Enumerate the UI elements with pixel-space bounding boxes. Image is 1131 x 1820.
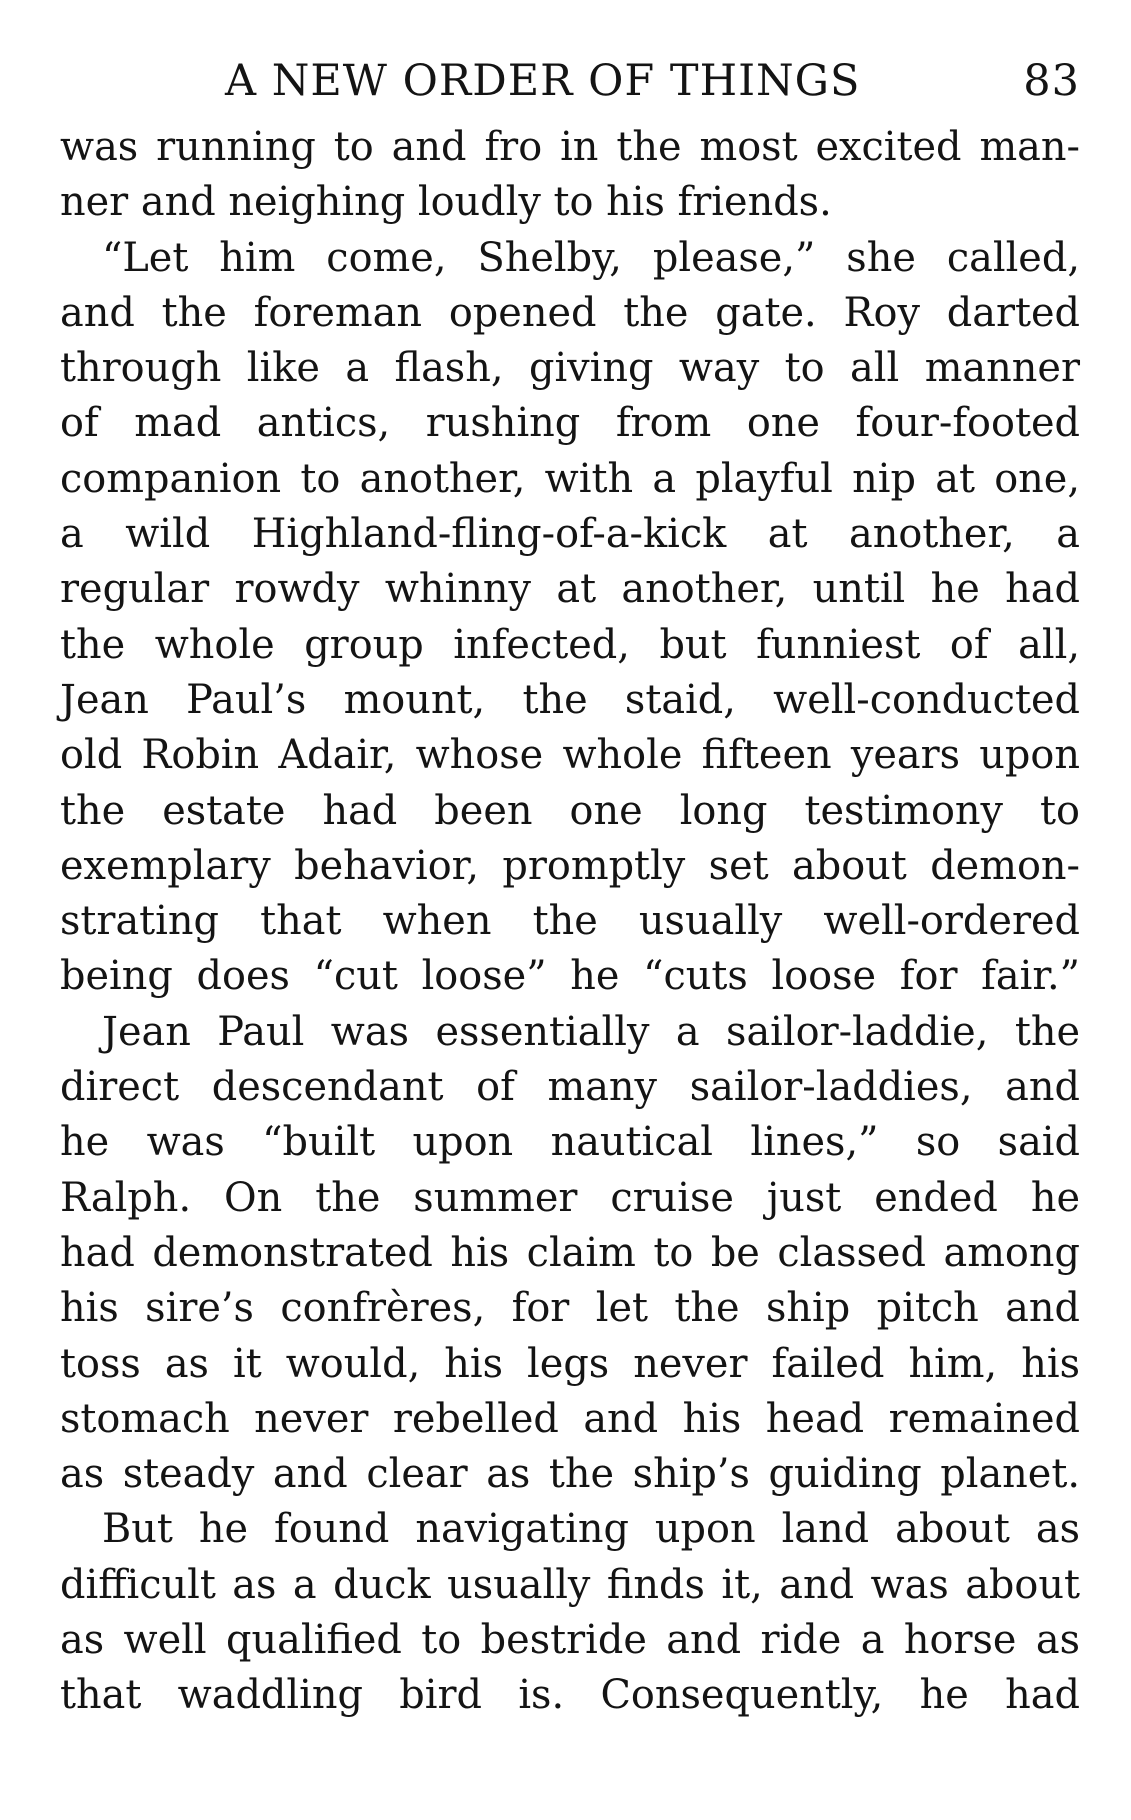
text-line: and the foreman opened the gate. Roy darted <box>60 289 1080 336</box>
text-line: Ralph. On the summer cruise just ended he <box>60 1174 1080 1221</box>
text-line: had demonstrated his claim to be classed among <box>60 1229 1080 1276</box>
text-line: the estate had been one long testimony to <box>60 787 1080 834</box>
text-line: Jean Paul was essentially a sailor-laddie, the <box>102 1008 1080 1055</box>
text-line: toss as it would, his legs never failed him, his <box>60 1340 1080 1387</box>
text-line: But he found navigating upon land about as <box>102 1506 1080 1553</box>
text-line: direct descendant of many sailor-laddies, and <box>60 1064 1080 1111</box>
text-line: as well qualified to bestride and ride a horse as <box>60 1617 1080 1664</box>
text-line: old Robin Adair, whose whole fifteen years upon <box>60 732 1080 779</box>
text-line: being does “cut loose” he “cuts loose for fair.” <box>60 953 1080 1000</box>
text-line: was running to and fro in the most excited man- <box>60 124 1080 170</box>
text-line: the whole group infected, but funniest of all, <box>60 621 1080 668</box>
text-line: Jean Paul’s mount, the staid, well-conducted <box>60 676 1080 723</box>
page-number: 83 <box>1023 56 1080 106</box>
text-line: his sire’s confrères, for let the ship pitch and <box>60 1285 1080 1332</box>
text-line: that waddling bird is. Consequently, he had <box>60 1672 1080 1719</box>
text-line: of mad antics, rushing from one four-footed <box>60 400 1080 447</box>
text-line: strating that when the usually well-ordered <box>60 898 1080 945</box>
text-line: a wild Highland-fling-of-a-kick at another, a <box>60 511 1080 558</box>
running-head <box>60 40 1080 120</box>
text-line: he was “built upon nautical lines,” so said <box>60 1119 1080 1166</box>
text-line: difficult as a duck usually finds it, and was about <box>60 1561 1080 1608</box>
text-line: as steady and clear as the ship’s guiding planet. <box>60 1451 1080 1498</box>
text-line: ner and neighing loudly to his friends. <box>60 179 832 226</box>
text-line: stomach never rebelled and his head remained <box>60 1395 1080 1442</box>
text-line: exemplary behavior, promptly set about demon- <box>60 842 1080 889</box>
text-line: regular rowdy whinny at another, until he had <box>60 566 1080 613</box>
running-title: A NEW ORDER OF THINGS <box>225 56 861 106</box>
text-line: companion to another, with a playful nip at one, <box>60 455 1080 502</box>
text-line: “Let him come, Shelby, please,” she called, <box>102 234 1080 281</box>
text-line: through like a flash, giving way to all manner <box>60 345 1080 392</box>
book-page <box>60 40 1080 1724</box>
body-text <box>60 120 1080 1724</box>
